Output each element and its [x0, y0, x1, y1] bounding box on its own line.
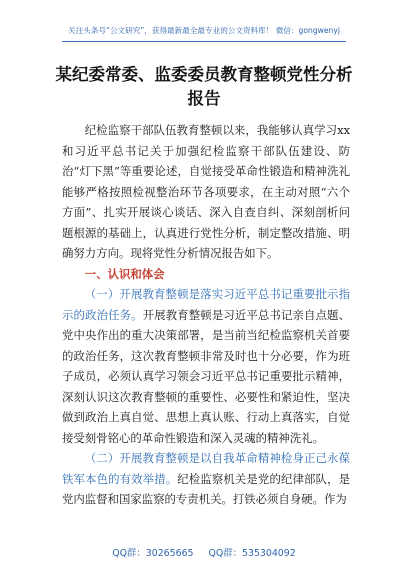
footer-qq-2: QQ群：535304092	[208, 548, 296, 559]
paragraph-2-subheading: （二）开展教育整顿是以自我革命精神检身正己永葆铁军本色的有效举措。	[62, 451, 350, 486]
paragraph-1-subheading: （一）开展教育整顿是落实习近平总书记重要批示指示的政治任务。	[62, 287, 350, 322]
footer-qq-1: QQ群：30265665	[112, 548, 194, 559]
document-body	[62, 120, 350, 510]
intro-paragraph: 纪检监察干部队伍教育整顿以来，我能够认真学习xx和习近平总书记关于加强纪检监察干部队伍建设、防治“灯下黑”等重要论述，自觉接受革命性锻造和精神洗礼能够严格按照检视整治环节各项要求，在主动对照“六个方面”、扎实开展谈心谈话、深入自查自纠、深刻剖析问题根源的基础上，认真进行党性分析，制定整改措施、明确努力方向。现将党性分析情况报告如下。	[62, 123, 350, 260]
footer-contact	[0, 547, 408, 561]
paragraph-2	[62, 448, 350, 510]
paragraph-1	[62, 284, 350, 448]
paragraph-2-text: 纪检监察机关是党的纪律部队，是党内监督和国家监察的专责机关。打铁必须自身硬。作为	[62, 471, 350, 506]
section-heading-1: 一、认识和体会	[84, 266, 165, 281]
paragraph-1-text: 开展教育整顿是习近平总书记亲自点题、党中央作出的重大决策部署，是当前当纪检监察机关首要的政治任务，这次教育整顿非常及时也十分必要，作为班子成员，必须认真学习领会习近平总书记重要批示精神，深刻认识这次教育整顿的重要性、必要性和紧迫性，坚决做到政治上真自觉、思想上真认账、行动上真落实，自觉接受刻骨铭心的革命性锻造和深入灵魂的精神洗礼。	[62, 307, 350, 445]
header-banner: 关注头条号“公文研究”，获得最新最全最专业的公文资料库！ 微信：gongwenyj	[62, 21, 346, 42]
title-line-1: 某纪委常委、监委委员教育整顿党性分析	[55, 65, 353, 84]
document-title	[50, 63, 358, 111]
title-line-2: 报告	[187, 89, 221, 108]
